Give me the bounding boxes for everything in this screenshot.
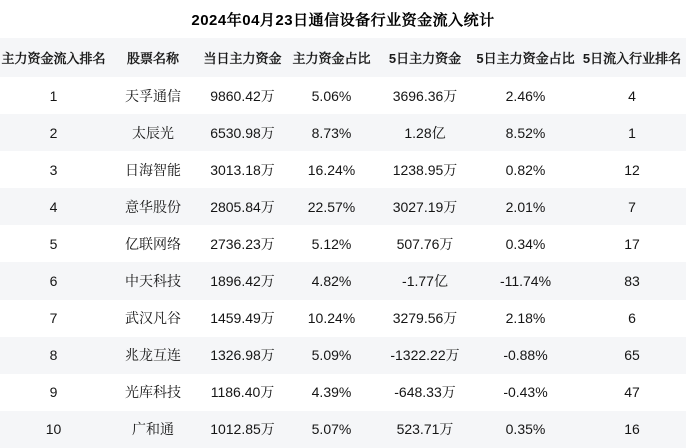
column-header-5day-industry-rank: 5日流入行业排名	[578, 38, 686, 77]
cell-main-fund-ratio: 22.57%	[307, 198, 356, 215]
cell-main-fund-ratio: 5.07%	[311, 421, 352, 438]
cell-stock-name: 天孚通信	[125, 87, 181, 104]
cell-5day-main-fund: -1.77亿	[402, 273, 448, 290]
cell-rank: 4	[49, 198, 58, 215]
cell-5day-industry-rank: 7	[628, 198, 636, 215]
cell-rank: 10	[45, 421, 62, 438]
cell-5day-main-fund-ratio: 8.52%	[505, 124, 546, 141]
cell-5day-industry-rank: 47	[624, 384, 640, 401]
cell-today-main-fund: 1896.42万	[210, 273, 275, 290]
table-row	[0, 337, 686, 374]
cell-stock-name: 光库科技	[125, 384, 181, 401]
cell-main-fund-ratio: 16.24%	[307, 161, 356, 178]
header-row	[0, 38, 686, 77]
cell-5day-industry-rank: 16	[624, 421, 640, 438]
cell-today-main-fund: 1326.98万	[210, 347, 275, 364]
cell-rank: 1	[49, 87, 58, 104]
cell-main-fund-ratio: 5.09%	[311, 347, 352, 364]
cell-5day-industry-rank: 4	[628, 87, 636, 104]
page-title: 2024年04月23日通信设备行业资金流入统计	[191, 11, 495, 29]
cell-5day-main-fund: 1.28亿	[404, 124, 446, 141]
cell-rank: 2	[49, 124, 58, 141]
cell-5day-main-fund-ratio: -0.88%	[503, 347, 548, 364]
cell-5day-main-fund-ratio: 2.01%	[505, 198, 546, 215]
cell-today-main-fund: 3013.18万	[210, 161, 275, 178]
cell-main-fund-ratio: 8.73%	[311, 124, 352, 141]
cell-stock-name: 太辰光	[132, 124, 174, 141]
cell-5day-main-fund-ratio: 0.82%	[505, 161, 546, 178]
cell-stock-name: 意华股份	[125, 198, 181, 215]
cell-main-fund-ratio: 10.24%	[307, 310, 356, 327]
cell-rank: 3	[49, 161, 58, 178]
cell-5day-main-fund-ratio: 0.34%	[505, 235, 546, 252]
cell-5day-main-fund: -648.33万	[394, 384, 456, 401]
cell-rank: 6	[49, 273, 58, 290]
cell-stock-name: 亿联网络	[125, 235, 181, 252]
cell-5day-main-fund: 3696.36万	[392, 87, 458, 104]
cell-5day-main-fund-ratio: 2.46%	[505, 87, 546, 104]
cell-today-main-fund: 1012.85万	[210, 421, 275, 438]
column-header-5day-main-fund: 5日主力资金	[377, 38, 473, 77]
table-row	[0, 225, 686, 262]
cell-main-fund-ratio: 5.06%	[311, 87, 352, 104]
cell-5day-main-fund-ratio: -11.74%	[499, 273, 552, 290]
cell-main-fund-ratio: 4.39%	[311, 384, 352, 401]
column-header-main-fund-ratio: 主力资金占比	[286, 38, 377, 77]
column-header-stock-name: 股票名称	[107, 38, 199, 77]
cell-main-fund-ratio: 4.82%	[311, 273, 352, 290]
cell-stock-name: 日海智能	[125, 161, 181, 178]
table-row	[0, 411, 686, 448]
cell-today-main-fund: 1459.49万	[210, 310, 275, 327]
cell-5day-industry-rank: 6	[628, 310, 636, 327]
cell-5day-industry-rank: 65	[624, 347, 640, 364]
column-header-5day-main-fund-ratio: 5日主力资金占比	[473, 38, 578, 77]
cell-rank: 8	[49, 347, 58, 364]
cell-5day-main-fund: 507.76万	[396, 235, 454, 252]
cell-5day-industry-rank: 1	[628, 124, 636, 141]
cell-today-main-fund: 6530.98万	[210, 124, 275, 141]
cell-5day-main-fund: 3279.56万	[392, 310, 458, 327]
cell-5day-main-fund: -1322.22万	[390, 347, 460, 364]
cell-stock-name: 广和通	[132, 421, 174, 438]
column-header-rank: 主力资金流入排名	[0, 38, 107, 77]
cell-main-fund-ratio: 5.12%	[311, 235, 352, 252]
cell-stock-name: 中天科技	[125, 273, 181, 290]
table-row	[0, 151, 686, 188]
cell-rank: 7	[49, 310, 58, 327]
table-row	[0, 188, 686, 225]
cell-rank: 9	[49, 384, 58, 401]
cell-5day-main-fund-ratio: -0.43%	[503, 384, 548, 401]
cell-5day-main-fund-ratio: 0.35%	[505, 421, 546, 438]
cell-5day-industry-rank: 17	[624, 235, 640, 252]
cell-5day-main-fund: 523.71万	[396, 421, 454, 438]
table-row	[0, 77, 686, 114]
cell-5day-main-fund-ratio: 2.18%	[505, 310, 546, 327]
fund-flow-table	[0, 38, 686, 448]
cell-today-main-fund: 1186.40万	[210, 384, 275, 401]
cell-5day-industry-rank: 83	[624, 273, 640, 290]
cell-today-main-fund: 2805.84万	[210, 198, 275, 215]
cell-5day-industry-rank: 12	[624, 161, 640, 178]
table-row	[0, 114, 686, 151]
cell-stock-name: 兆龙互连	[125, 347, 181, 364]
cell-5day-main-fund: 3027.19万	[392, 198, 458, 215]
cell-5day-main-fund: 1238.95万	[392, 161, 458, 178]
table-row	[0, 300, 686, 337]
cell-stock-name: 武汉凡谷	[125, 310, 181, 327]
table-row	[0, 262, 686, 299]
cell-today-main-fund: 2736.23万	[210, 235, 275, 252]
cell-rank: 5	[49, 235, 58, 252]
column-header-today-main-fund: 当日主力资金	[199, 38, 286, 77]
cell-today-main-fund: 9860.42万	[210, 87, 275, 104]
table-row	[0, 374, 686, 411]
